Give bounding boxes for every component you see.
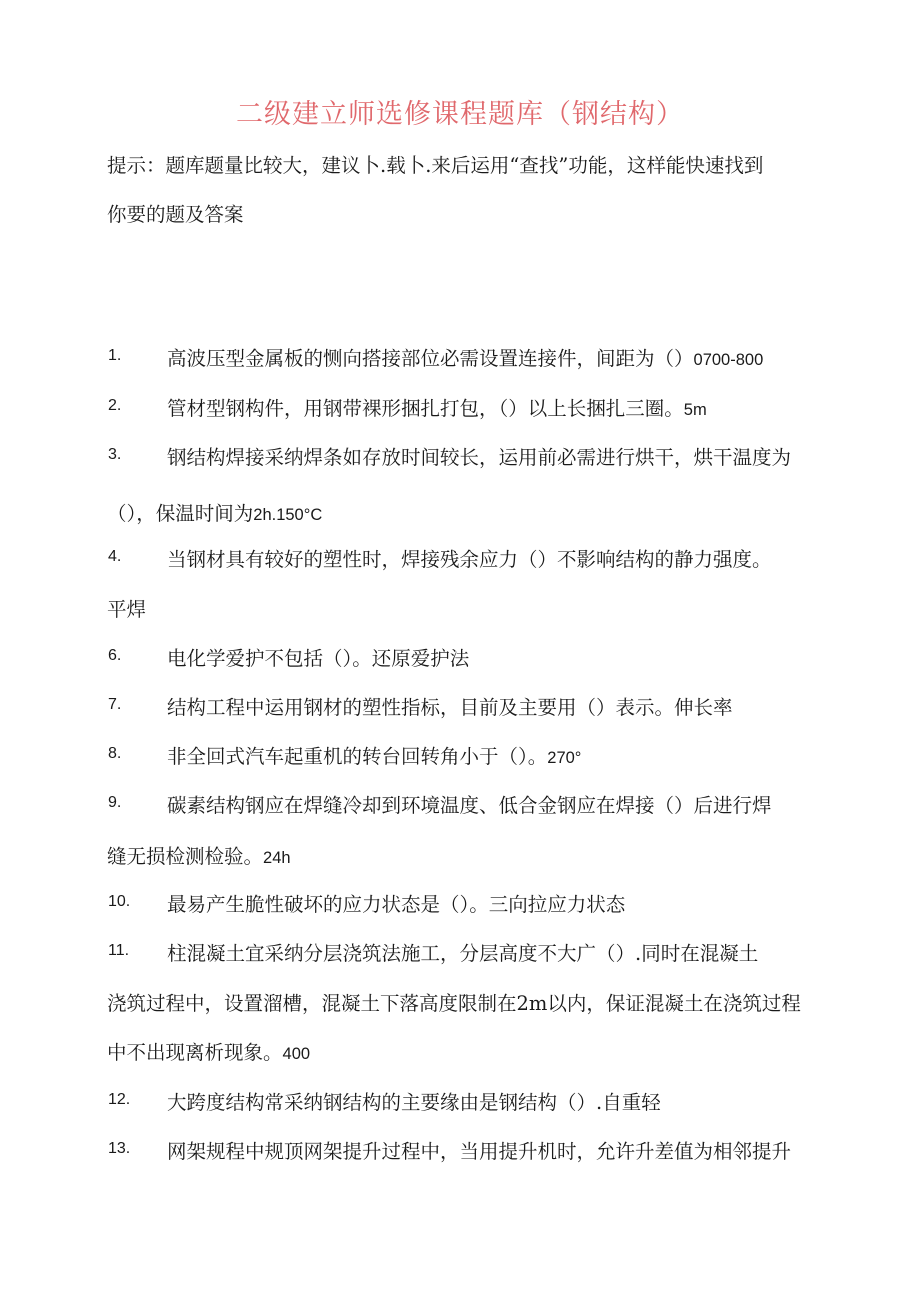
question-text-cont2: 中不出现离析现象。: [107, 1041, 283, 1064]
question-number: 7.: [108, 696, 122, 713]
question-text: 非全回式汽车起重机的转台回转角小于（）。: [167, 745, 548, 768]
question-number: 6.: [108, 647, 122, 664]
question-text: 网架规程中规顶网架提升过程中，当用提升机时，允许升差值为相邻提升: [167, 1140, 792, 1163]
page-title: 二级建立师选修课程题库（钢结构）: [236, 99, 684, 130]
question-answer: 5m: [683, 401, 707, 419]
question-text: 大跨度结构常采纳钢结构的主要缘由是钢结构（）.自重轻: [167, 1091, 661, 1114]
question-answer: 24h: [263, 849, 291, 867]
hint-line-1: 提示：题库题量比较大，建议卜.载卜.来后运用“查找”功能，这样能快速找到: [107, 154, 764, 177]
question-number: 10.: [108, 893, 131, 910]
question-text: 最易产生脆性破坏的应力状态是（）。三向拉应力状态: [167, 893, 626, 916]
question-number: 12.: [108, 1091, 131, 1108]
question-answer: 2h.150°C: [253, 506, 323, 524]
question-continuation: [107, 1037, 310, 1065]
question-number: 11.: [108, 942, 130, 959]
question-row: [167, 343, 763, 371]
question-number: 3.: [108, 446, 122, 463]
question-text-cont: 浇筑过程中，设置溜槽，混凝土下落高度限制在2m以内，保证混凝土在浇筑过程: [107, 992, 801, 1015]
question-text: 柱混凝土宜采纳分层浇筑法施工，分层高度不大广（）.同时在混凝土: [167, 942, 759, 965]
question-answer: 270°: [547, 749, 582, 767]
question-continuation: [107, 841, 291, 869]
hint-line-2: 你要的题及答案: [107, 203, 244, 226]
question-text: 高波压型金属板的恻向搭接部位必需设置连接件，间距为（）: [167, 347, 694, 370]
question-number: 9.: [108, 794, 122, 811]
question-number: 1.: [108, 347, 122, 364]
question-answer: 400: [282, 1045, 311, 1063]
question-text: 电化学爱护不包括（）。还原爱护法: [167, 647, 470, 670]
question-text: 当钢材具有较好的塑性时，焊接残余应力（）不影响结构的静力强度。: [167, 548, 772, 571]
question-number: 4.: [108, 548, 122, 565]
question-answer: 0700-800: [693, 351, 764, 369]
question-row: [167, 393, 707, 421]
question-number: 2.: [108, 397, 122, 414]
question-answer: 平焊: [107, 598, 147, 621]
question-continuation: [107, 498, 322, 526]
question-text: 钢结构焊接采纳焊条如存放时间较长，运用前必需进行烘干，烘干温度为: [167, 446, 792, 469]
question-row: [167, 741, 581, 769]
question-text: 碳素结构钢应在焊缝冷却到环境温度、低合金钢应在焊接（）后进行焊: [167, 794, 772, 817]
question-number: 8.: [108, 745, 122, 762]
question-text: 管材型钢构件，用钢带裸形捆扎打包，（）以上长捆扎三圈。: [167, 397, 684, 420]
question-text: 结构工程中运用钢材的塑性指标，目前及主要用（）表示。伸长率: [167, 696, 733, 719]
question-text-cont: （），保温时间为: [107, 502, 254, 525]
question-number: 13.: [108, 1140, 131, 1157]
question-text-cont: 缝无损检测检验。: [107, 845, 264, 868]
